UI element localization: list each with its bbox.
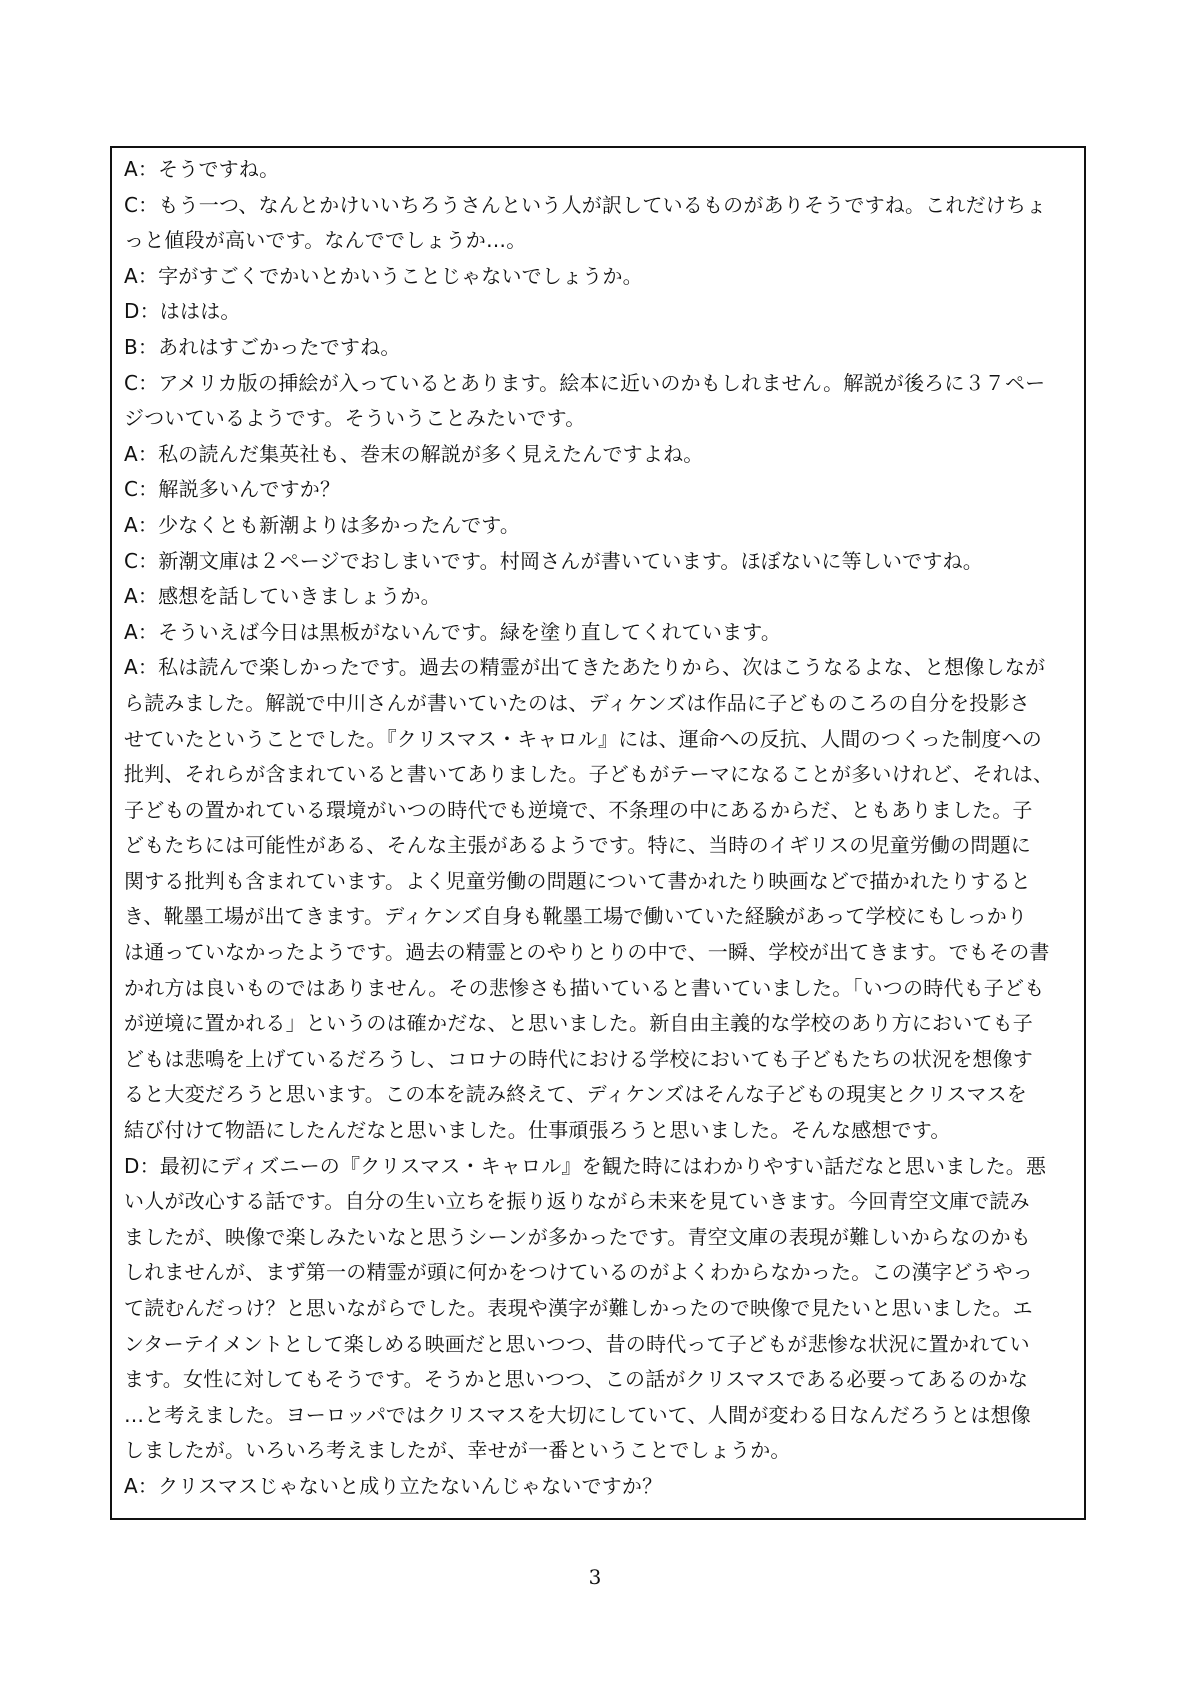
transcript-line: どもは悲鳴を上げているだろうし、コロナの時代における学校においても子どもたちの状況を想像す <box>124 1046 1033 1071</box>
transcript-line: い人が改心する話です。自分の生い立ちを振り返りながら未来を見ていきます。今回青空文庫で読み <box>124 1189 1030 1214</box>
transcript-line: しれませんが、まず第一の精霊が頭に何かをつけているのがよくわからなかった。この漢字どうやっ <box>124 1260 1033 1285</box>
transcript-line: かれ方は良いものではありません。その悲惨さも描いていると書いていました。「いつの時代も子ども <box>124 975 1045 1000</box>
transcript-line: A：私の読んだ集英社も、巻末の解説が多く見えたんですよね。 <box>124 441 704 466</box>
transcript-line: D：ははは。 <box>124 299 241 324</box>
transcript-line: D：最初にディズニーの『クリスマス・キャロル』を観た時にはわかりやすい話だなと思いました。悪 <box>124 1153 1047 1178</box>
transcript-line: ると大変だろうと思います。この本を読み終えて、ディケンズはそんな子どもの現実とクリスマスを <box>124 1082 1027 1107</box>
transcript-line: せていたということでした。『クリスマス・キャロル』には、運命への反抗、人間のつくった制度への <box>124 726 1042 751</box>
transcript-line: ジついているようです。そういうことみたいです。 <box>124 406 586 431</box>
transcript-line: …と考えました。ヨーロッパではクリスマスを大切にしていて、人間が変わる日なんだろうとは想像 <box>124 1402 1031 1427</box>
transcript-line: ら読みました。解説で中川さんが書いていたのは、ディケンズは作品に子どものころの自分を投影さ <box>124 690 1030 715</box>
transcript-line: ンターテイメントとして楽しめる映画だと思いつつ、昔の時代って子どもが悲惨な状況に置かれてい <box>124 1331 1030 1356</box>
transcript-line: C：もう一つ、なんとかけいいちろうさんという人が訳しているものがありそうですね。これだけちょ <box>124 192 1047 217</box>
transcript-box <box>110 146 1086 1520</box>
transcript-line: B：あれはすごかったですね。 <box>124 334 401 359</box>
transcript-line: C：新潮文庫は２ページでおしまいです。村岡さんが書いています。ほぼないに等しいですね。 <box>124 548 983 573</box>
transcript-line: 批判、それらが含まれていると書いてありました。子どもがテーマになることが多いけれど、それは、 <box>124 762 1054 787</box>
transcript-line: C：アメリカ版の挿絵が入っているとあります。絵本に近いのかもしれません。解説が後ろに３７ペー <box>124 370 1046 395</box>
transcript-line: ます。女性に対してもそうです。そうかと思いつつ、この話がクリスマスである必要ってあるのかな <box>124 1367 1029 1392</box>
transcript-line: は通っていなかったようです。過去の精霊とのやりとりの中で、一瞬、学校が出てきます。でもその書 <box>124 940 1050 965</box>
transcript-line: っと値段が高いです。なんででしょうか…。 <box>124 228 527 253</box>
transcript-line: ましたが、映像で楽しみたいなと思うシーンが多かったです。青空文庫の表現が難しいからなのかも <box>124 1224 1031 1249</box>
transcript-line: A：感想を話していきましょうか。 <box>124 584 441 609</box>
transcript-line: A：私は読んで楽しかったです。過去の精霊が出てきたあたりから、次はこうなるよな、と想像しなが <box>124 655 1046 680</box>
transcript-line: C：解説多いんですか？ <box>124 477 341 502</box>
transcript-line: A：少なくとも新潮よりは多かったんです。 <box>124 512 521 537</box>
transcript-line: 子どもの置かれている環境がいつの時代でも逆境で、不条理の中にあるからだ、ともありました。子 <box>124 797 1033 822</box>
transcript-line: が逆境に置かれる」というのは確かだな、と思いました。新自由主義的な学校のあり方においても子 <box>124 1011 1033 1036</box>
transcript-line: A：そういえば今日は黒板がないんです。緑を塗り直してくれています。 <box>124 619 782 644</box>
transcript-line: A：そうですね。 <box>124 157 280 181</box>
transcript-line: A：字がすごくでかいとかいうことじゃないでしょうか。 <box>124 263 643 288</box>
transcript-line: しましたが。いろいろ考えましたが、幸せが一番ということでしょうか。 <box>124 1438 791 1463</box>
transcript-line: A：クリスマスじゃないと成り立たないんじゃないですか？ <box>124 1473 663 1498</box>
transcript-line: 結び付けて物語にしたんだなと思いました。仕事頑張ろうと思いました。そんな感想です。 <box>124 1118 951 1143</box>
transcript-line: て読むんだっけ？と思いながらでした。表現や漢字が難しかったので映像で見たいと思いました。エ <box>124 1296 1033 1320</box>
transcript-line: どもたちには可能性がある、そんな主張があるようです。特に、当時のイギリスの児童労働の問題に <box>124 833 1031 858</box>
transcript-line: 関する批判も含まれています。よく児童労働の問題について書かれたり映画などで描かれたりすると <box>124 868 1031 893</box>
transcript-line: き、靴墨工場が出てきます。ディケンズ自身も靴墨工場で働いていた経験があって学校にもしっかり <box>124 904 1028 929</box>
page-number: 3 <box>588 1565 602 1589</box>
